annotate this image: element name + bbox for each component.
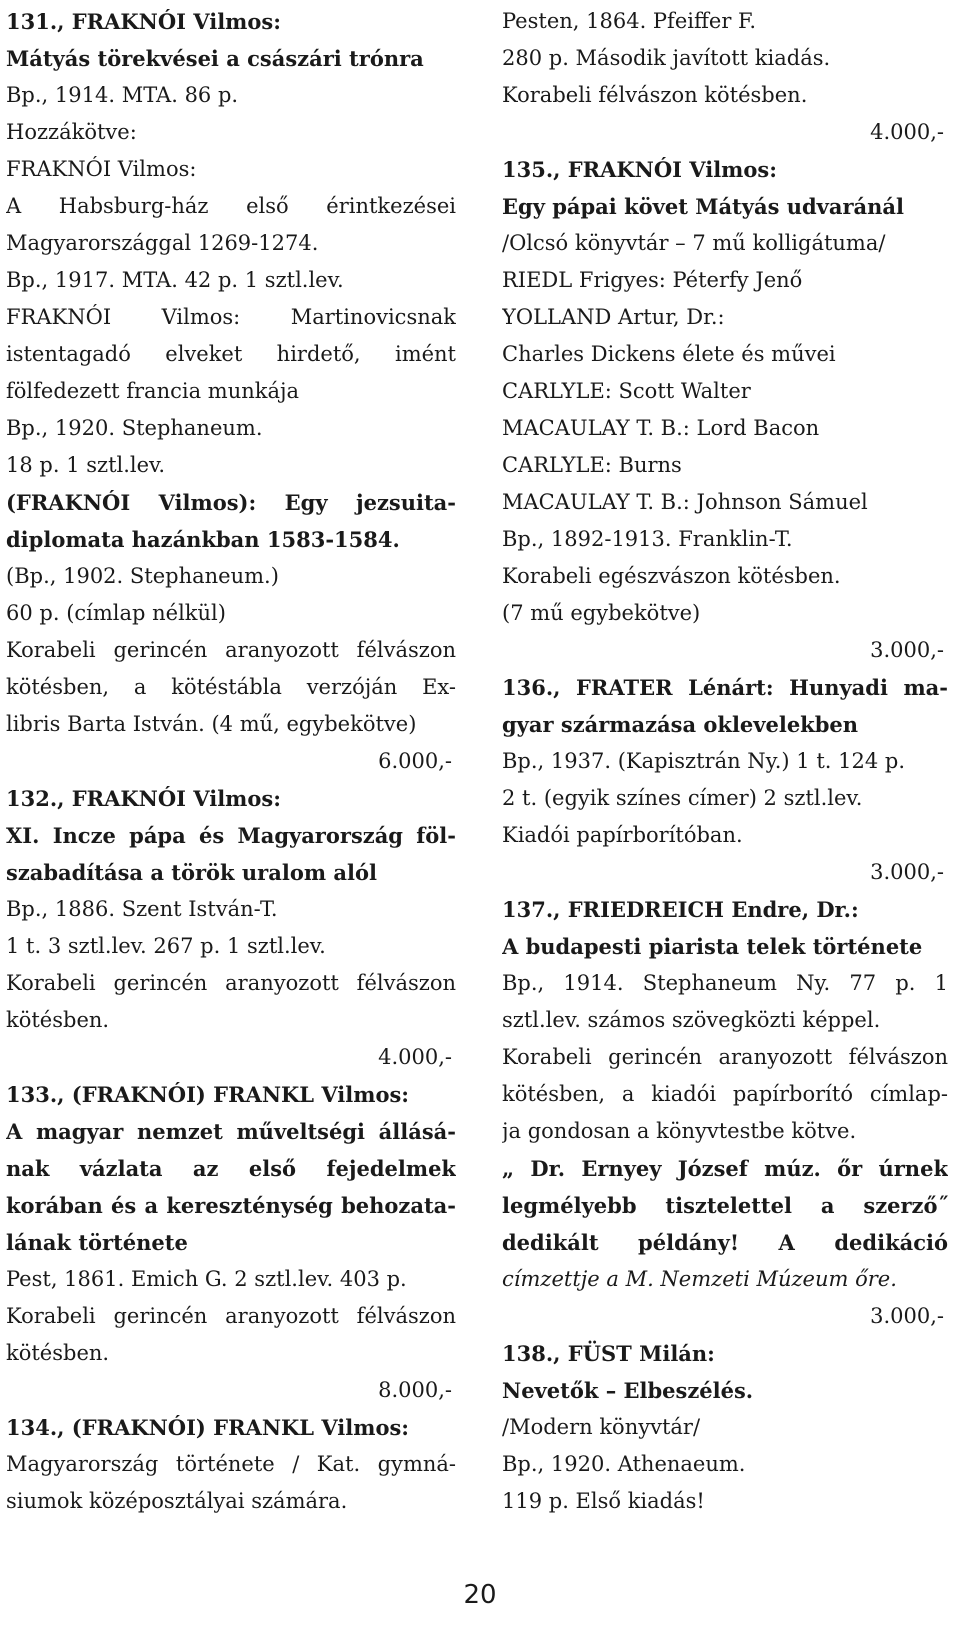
- left-column: [6, 3, 456, 1520]
- price-line: 4.000,-: [870, 120, 944, 144]
- text-line: Bp., 1892-1913. Franklin-T.: [502, 527, 793, 551]
- text-line: Bp., 1914. MTA. 86 p.: [6, 83, 239, 107]
- text-line: nak vázlata az első fejedelmek: [6, 1156, 456, 1181]
- text-line: FRAKNÓI Vilmos:: [6, 157, 197, 181]
- text-line: kötésben, a kötéstábla verzóján Ex-: [6, 675, 456, 699]
- price-line: 3.000,-: [870, 860, 944, 884]
- text-line: korában és a kereszténység behozata-: [6, 1193, 456, 1218]
- text-line: CARLYLE: Burns: [502, 453, 682, 477]
- text-line: libris Barta István. (4 mű, egybekötve): [6, 712, 417, 736]
- text-line: CARLYLE: Scott Walter: [502, 379, 751, 403]
- text-line: A budapesti piarista telek története: [502, 934, 923, 959]
- text-line: Korabeli gerincén aranyozott félvászon: [6, 638, 456, 662]
- text-line: kötésben.: [6, 1341, 110, 1365]
- text-line: Nevetők – Elbeszélés.: [502, 1378, 754, 1403]
- text-line: 136., FRATER Lénárt: Hunyadi ma-: [502, 675, 948, 700]
- text-line: Bp., 1914. Stephaneum Ny. 77 p. 1: [502, 971, 948, 995]
- text-line: 18 p. 1 sztl.lev.: [6, 453, 166, 477]
- text-line: Charles Dickens élete és művei: [502, 342, 836, 366]
- text-line: Bp., 1920. Stephaneum.: [6, 416, 263, 440]
- text-line: 2 t. (egyik színes címer) 2 sztl.lev.: [502, 786, 863, 810]
- text-line: lának története: [6, 1230, 188, 1255]
- text-line: istentagadó elveket hirdető, imént: [6, 342, 456, 366]
- text-line: Magyarország története / Kat. gymná-: [6, 1452, 456, 1476]
- price-line: 8.000,-: [378, 1378, 452, 1402]
- text-line: 60 p. (címlap nélkül): [6, 601, 226, 625]
- text-line: 137., FRIEDREICH Endre, Dr.:: [502, 897, 859, 922]
- text-line: (Bp., 1902. Stephaneum.): [6, 564, 279, 588]
- text-line: (FRAKNÓI Vilmos): Egy jezsuita-: [6, 490, 456, 515]
- text-line: Korabeli gerincén aranyozott félvászon: [502, 1045, 948, 1069]
- text-line: Korabeli egészvászon kötésben.: [502, 564, 841, 588]
- text-line: XI. Incze pápa és Magyarország föl-: [6, 823, 456, 848]
- text-line: Korabeli félvászon kötésben.: [502, 83, 808, 107]
- text-line: 132., FRAKNÓI Vilmos:: [6, 786, 281, 811]
- text-line: Mátyás törekvései a császári trónra: [6, 46, 424, 71]
- text-line: ja gondosan a könyvtestbe kötve.: [502, 1119, 857, 1143]
- text-line: 133., (FRAKNÓI) FRANKL Vilmos:: [6, 1082, 410, 1107]
- text-line: RIEDL Frigyes: Péterfy Jenő: [502, 268, 803, 292]
- right-column: [502, 3, 948, 1520]
- text-line: kötésben.: [6, 1008, 110, 1032]
- text-line: Bp., 1937. (Kapisztrán Ny.) 1 t. 124 p.: [502, 749, 905, 773]
- text-line: Egy pápai követ Mátyás udvaránál: [502, 194, 904, 219]
- text-line: Pesten, 1864. Pfeiffer F.: [502, 9, 757, 33]
- text-line: Bp., 1920. Athenaeum.: [502, 1452, 746, 1476]
- text-line: diplomata hazánkban 1583-1584.: [6, 527, 400, 552]
- text-line: MACAULAY T. B.: Lord Bacon: [502, 416, 820, 440]
- text-line: Bp., 1917. MTA. 42 p. 1 sztl.lev.: [6, 268, 344, 292]
- price-line: 6.000,-: [378, 749, 452, 773]
- text-line: Bp., 1886. Szent István-T.: [6, 897, 278, 921]
- text-line: YOLLAND Artur, Dr.:: [502, 305, 725, 329]
- text-line: legmélyebb tisztelettel a szerző˝: [502, 1193, 948, 1218]
- price-line: 3.000,-: [870, 1304, 944, 1328]
- text-line: FRAKNÓI Vilmos: Martinovicsnak: [6, 305, 456, 329]
- text-line: /Olcsó könyvtár – 7 mű kolligátuma/: [502, 231, 886, 255]
- text-line: (7 mű egybekötve): [502, 601, 701, 625]
- text-line: A magyar nemzet műveltségi állásá-: [6, 1119, 456, 1144]
- price-line: 4.000,-: [378, 1045, 452, 1069]
- text-line: 1 t. 3 sztl.lev. 267 p. 1 sztl.lev.: [6, 934, 326, 958]
- text-line: gyar származása oklevelekben: [502, 712, 859, 737]
- text-line: Korabeli gerincén aranyozott félvászon: [6, 1304, 456, 1328]
- text-line: A Habsburg-ház első érintkezései: [6, 194, 456, 218]
- text-line: kötésben, a kiadói papírborító címlap-: [502, 1082, 948, 1106]
- text-line: címzettje a M. Nemzeti Múzeum őre.: [502, 1267, 897, 1291]
- page-number: 20: [463, 1580, 497, 1610]
- text-line: /Modern könyvtár/: [502, 1415, 701, 1439]
- text-line: Korabeli gerincén aranyozott félvászon: [6, 971, 456, 995]
- text-line: 131., FRAKNÓI Vilmos:: [6, 9, 281, 34]
- text-line: 138., FÜST Milán:: [502, 1341, 715, 1366]
- text-line: szabadítása a török uralom alól: [6, 860, 377, 885]
- text-line: Pest, 1861. Emich G. 2 sztl.lev. 403 p.: [6, 1267, 407, 1291]
- price-line: 3.000,-: [870, 638, 944, 662]
- text-line: dedikált példány! A dedikáció: [502, 1230, 948, 1255]
- text-line: fölfedezett francia munkája: [6, 379, 300, 403]
- text-line: MACAULAY T. B.: Johnson Sámuel: [502, 490, 868, 514]
- text-line: 135., FRAKNÓI Vilmos:: [502, 157, 777, 182]
- text-line: 134., (FRAKNÓI) FRANKL Vilmos:: [6, 1415, 410, 1440]
- text-line: Kiadói papírborítóban.: [502, 823, 743, 847]
- text-line: Magyarországgal 1269-1274.: [6, 231, 319, 255]
- text-line: 119 p. Első kiadás!: [502, 1489, 705, 1513]
- text-line: „ Dr. Ernyey József múz. őr úrnek: [502, 1156, 948, 1181]
- text-line: Hozzákötve:: [6, 120, 137, 144]
- text-line: sztl.lev. számos szövegközti képpel.: [502, 1008, 881, 1032]
- text-line: 280 p. Második javított kiadás.: [502, 46, 831, 70]
- text-line: siumok középosztályai számára.: [6, 1489, 348, 1513]
